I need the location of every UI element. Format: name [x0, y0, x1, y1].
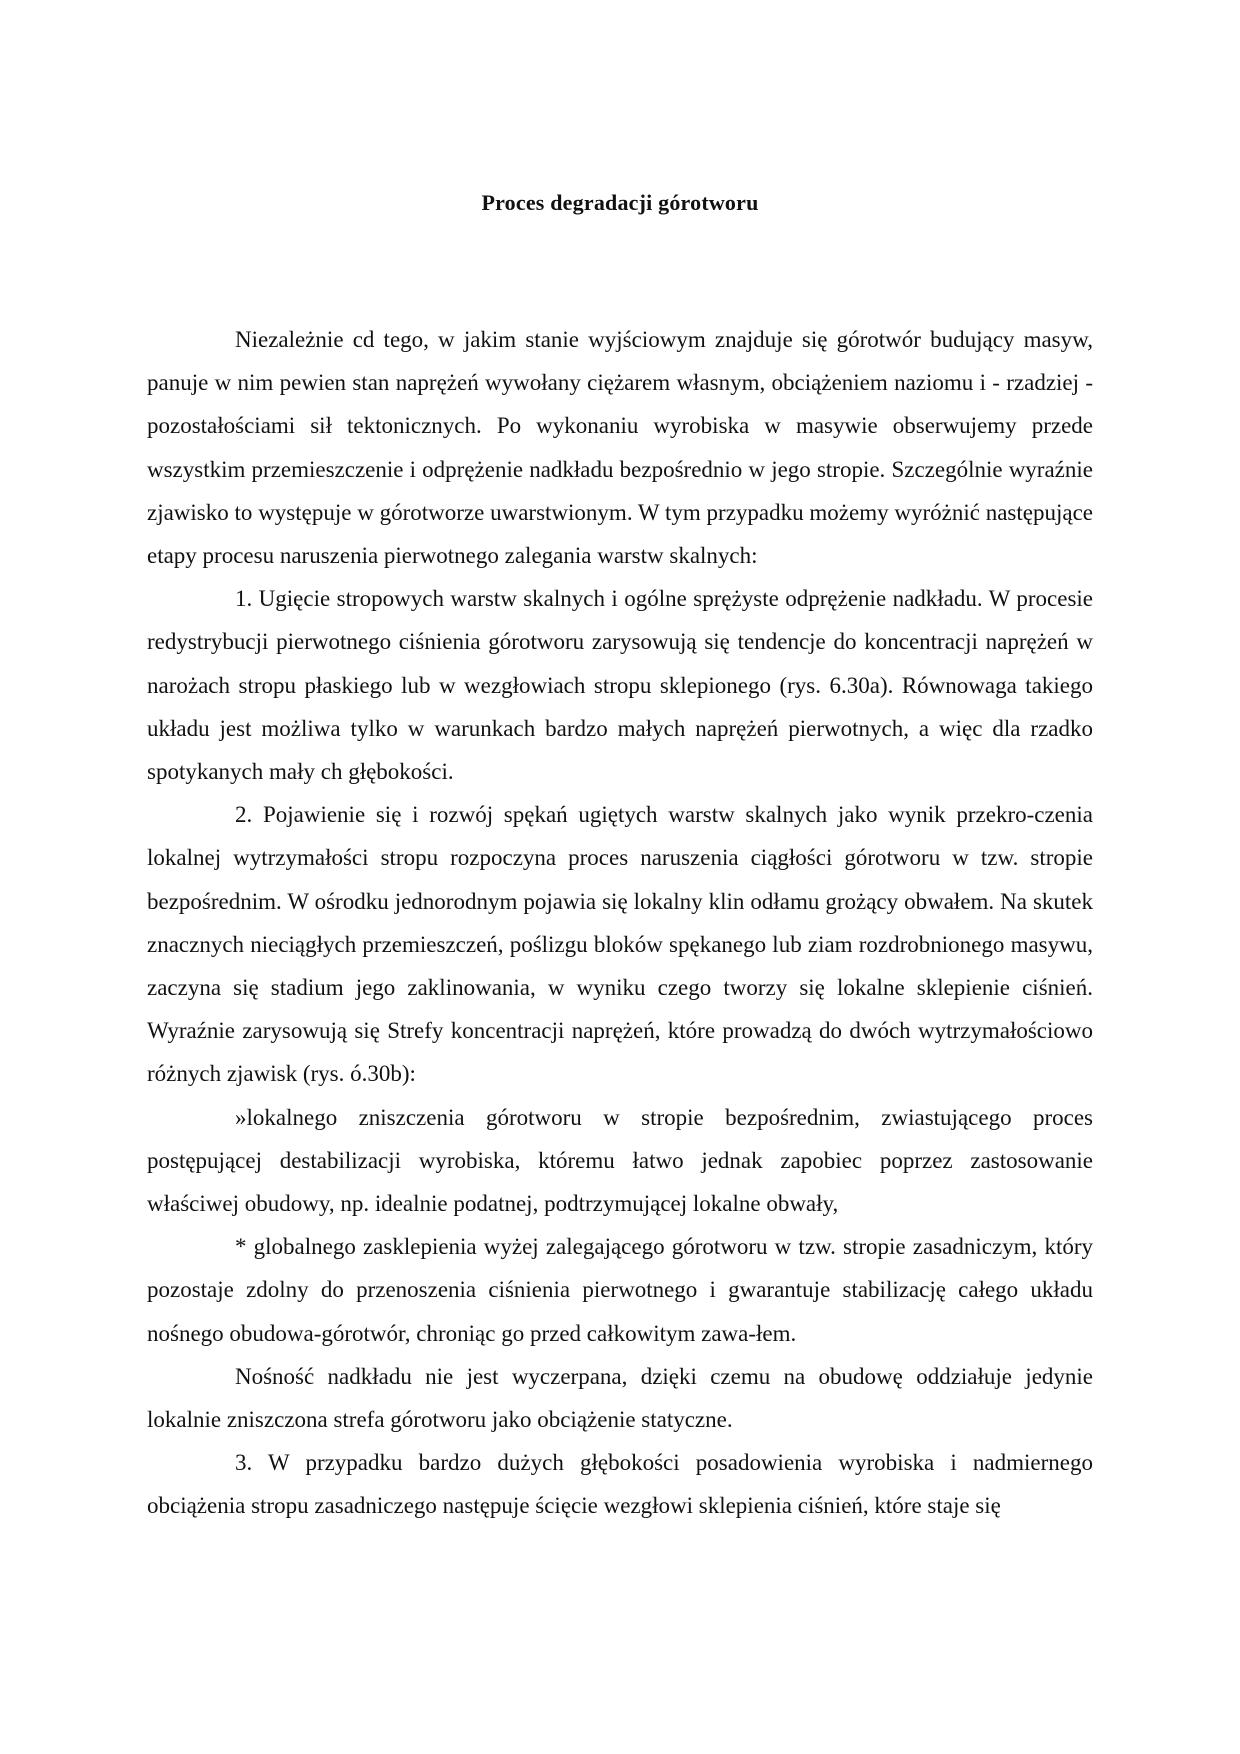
- paragraph-stage-1: 1. Ugięcie stropowych warstw skalnych i ogólne sprężyste odprężenie nadkładu. W procesie redystrybucji pierwotnego ciśnienia górotworu zarysowują się tendencje do koncentracji naprężeń w narożach stropu płaskiego lub w wezgłowiach stropu sklepionego (rys. 6.30a). Równowaga takiego układu jest możliwa tylko w warunkach bardzo małych naprężeń pierwotnych, a więc dla rzadko spotykanych mały ch głębokości.: [147, 586, 1093, 785]
- document-body: [147, 318, 1093, 1528]
- paragraph-stage-3: 3. W przypadku bardzo dużych głębokości posadowienia wyrobiska i nadmiernego obciążenia stropu zasadniczego następuje ścięcie wezgłowi sklepienia ciśnień, które staje się: [147, 1450, 1093, 1519]
- paragraph-bullet-local-failure: »lokalnego zniszczenia górotworu w stropie bezpośrednim, zwiastującego proces postępującej destabilizacji wyrobiska, któremu łatwo jednak zapobiec poprzez zastosowanie właściwej obudowy, np. idealnie podatnej, podtrzymującej lokalne obwały,: [147, 1104, 1093, 1217]
- paragraph-bullet-global-arching: * globalnego zasklepienia wyżej zalegającego górotworu w tzw. stropie zasadniczym, który pozostaje zdolny do przenoszenia ciśnienia pierwotnego i gwarantuje stabilizację całego układu nośnego obudowa-górotwór, chroniąc go przed całkowitym zawa-łem.: [147, 1234, 1093, 1346]
- paragraph-load-capacity: Nośność nadkładu nie jest wyczerpana, dzięki czemu na obudowę oddziałuje jedynie lokalnie zniszczona strefa górotworu jako obciążenie statyczne.: [147, 1363, 1093, 1433]
- paragraph-intro: Niezależnie cd tego, w jakim stanie wyjściowym znajduje się górotwór budujący masyw, panuje w nim pewien stan naprężeń wywołany ciężarem własnym, obciążeniem naziomu i - rzadziej - pozostałościami sił tektonicznych. Po wykonaniu wyrobiska w masywie obserwujemy przede wszystkim przemieszczenie i odprężenie nadkładu bezpośrednio w jego stropie. Szczególnie wyraźnie zjawisko to występuje w górotworze uwarstwionym. W tym przypadku możemy wyróżnić następujące etapy procesu naruszenia pierwotnego zalegania warstw skalnych:: [147, 327, 1093, 569]
- document-title: Proces degradacji górotworu: [481, 190, 759, 215]
- paragraph-stage-2: 2. Pojawienie się i rozwój spękań ugiętych warstw skalnych jako wynik przekro-czenia lokalnej wytrzymałości stropu rozpoczyna proces naruszenia ciągłości górotworu w tzw. stropie bezpośrednim. W ośrodku jednorodnym pojawia się lokalny klin odłamu grożący obwałem. Na skutek znacznych nieciągłych przemieszczeń, poślizgu bloków spękanego lub ziam rozdrobnionego masywu, zaczyna się stadium jego zaklinowania, w wyniku czego tworzy się lokalne sklepienie ciśnień. Wyraźnie zarysowują się Strefy koncentracji naprężeń, które prowadzą do dwóch wytrzymałościowo różnych zjawisk (rys. ó.30b):: [147, 802, 1093, 1087]
